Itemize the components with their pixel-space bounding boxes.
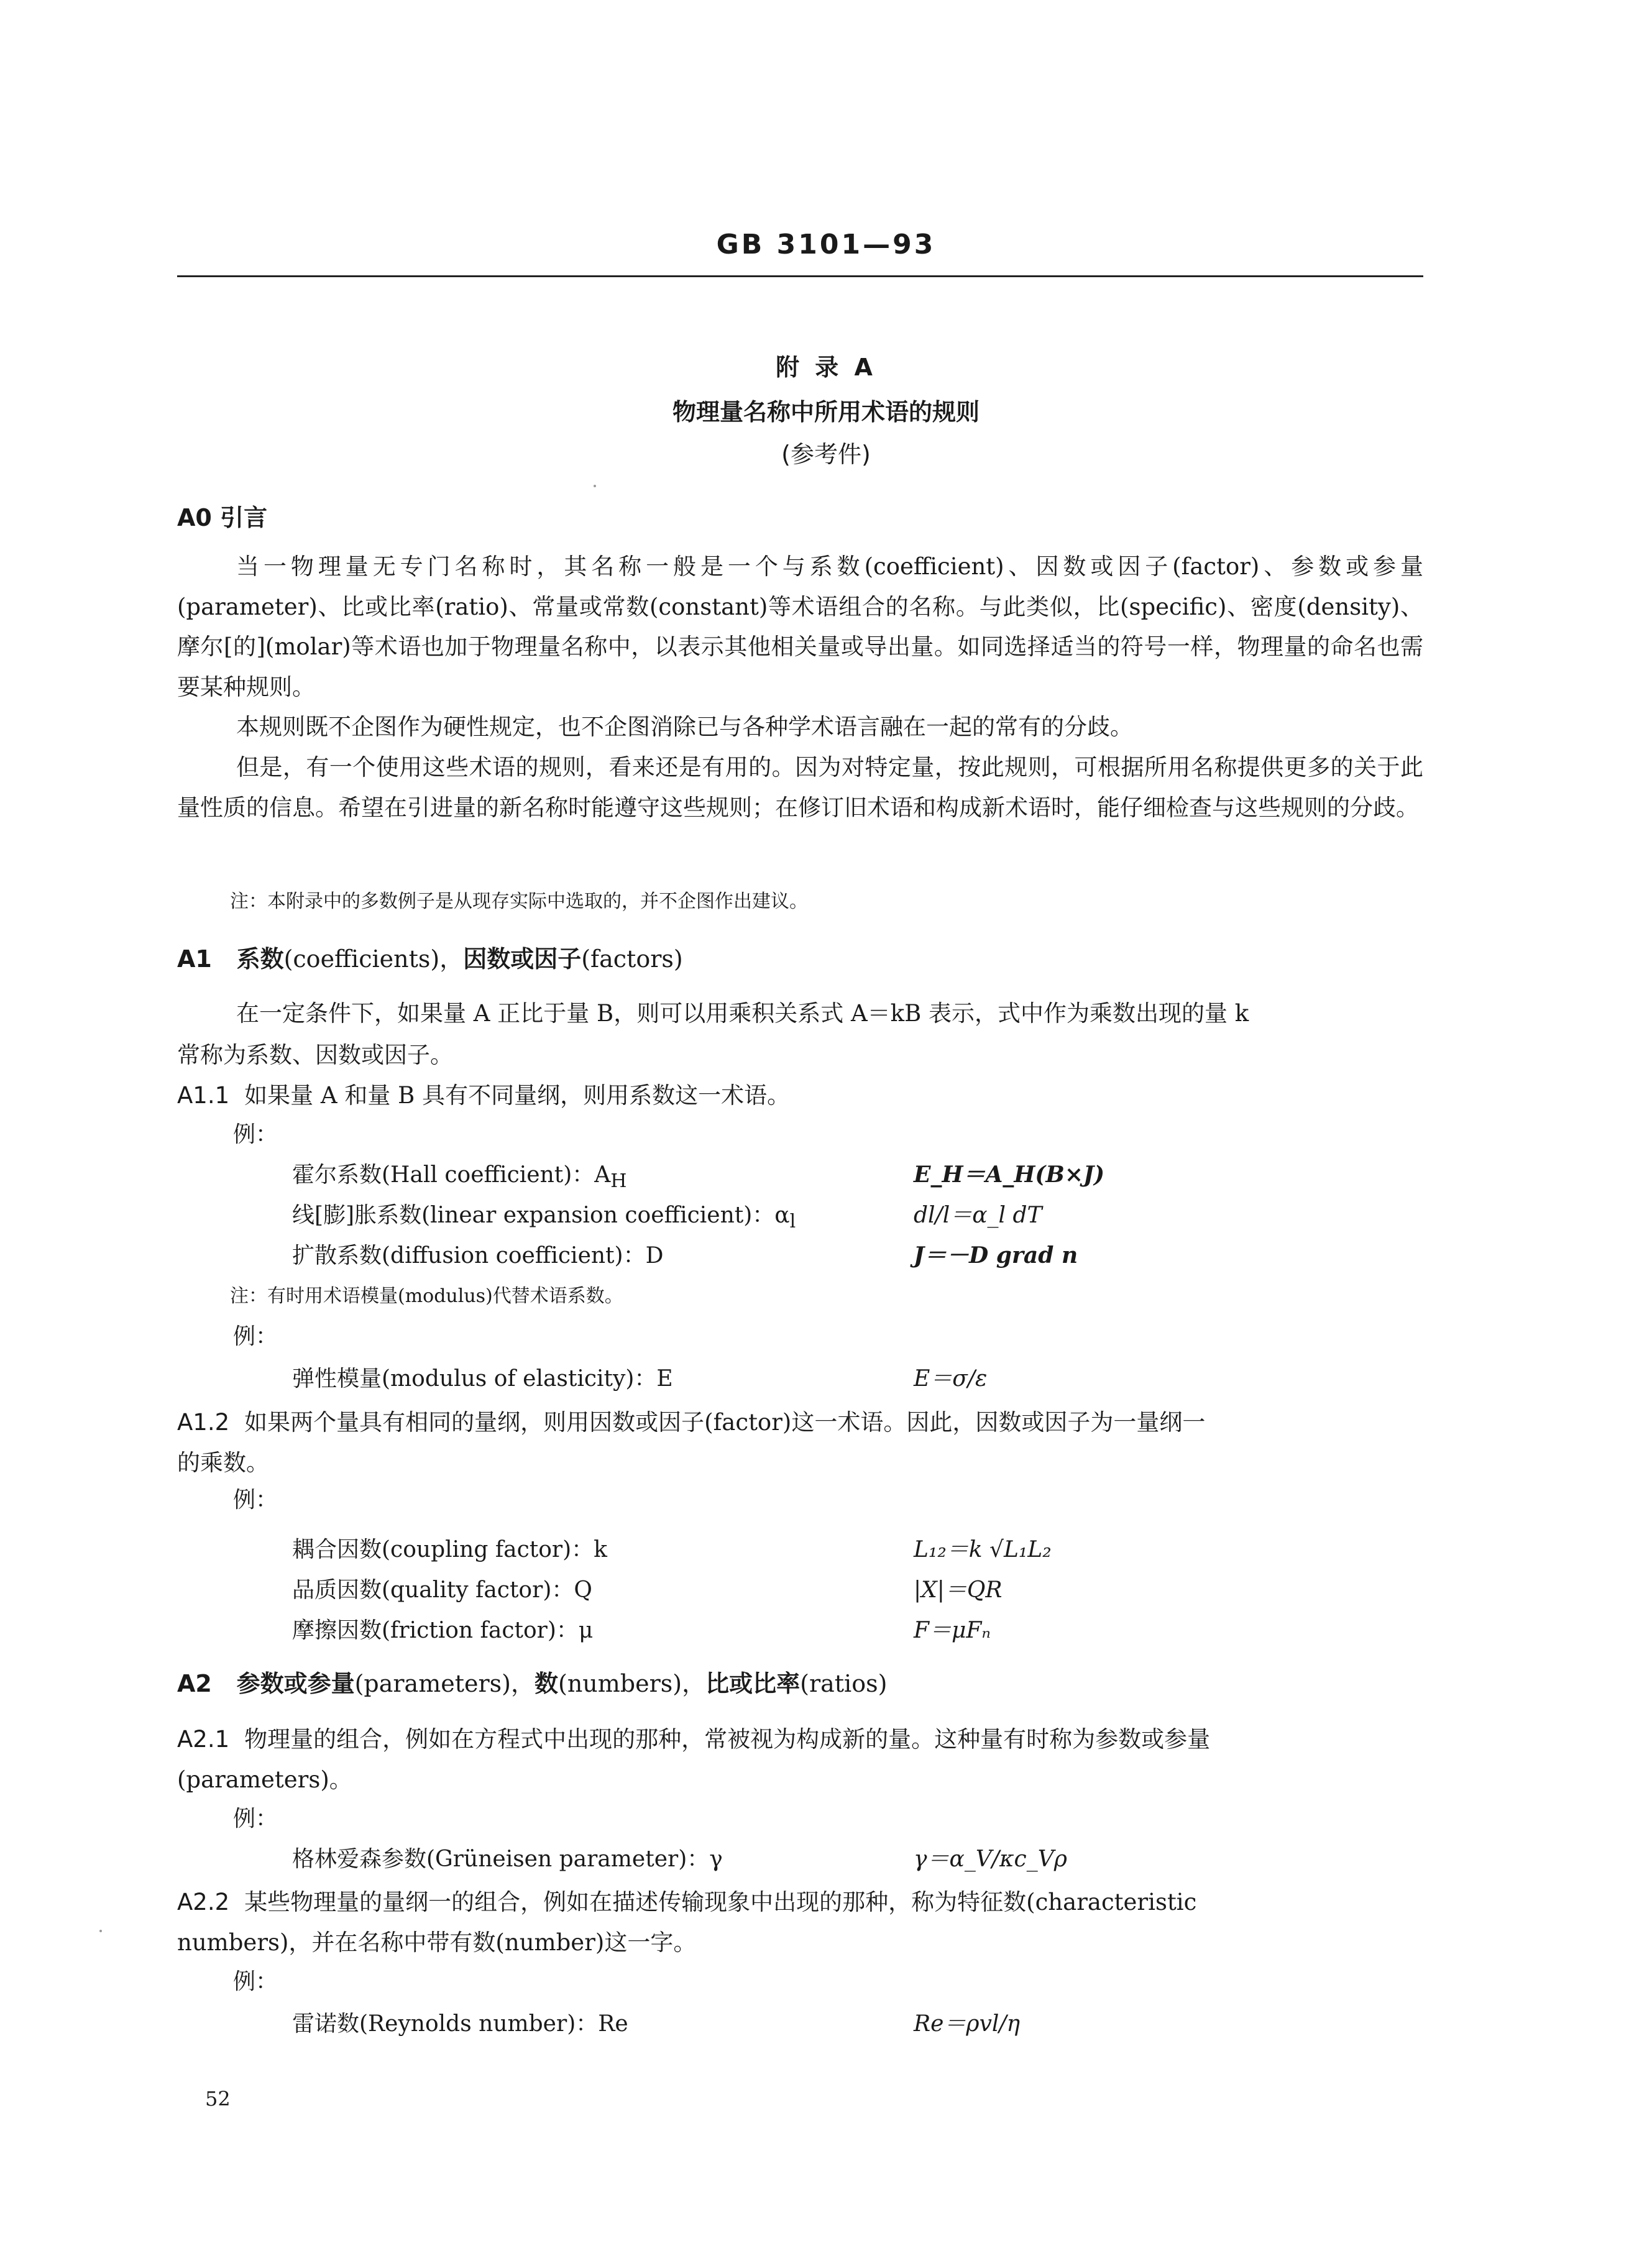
a12-example-1-eq: L₁₂＝k √L₁L₂ [914, 1537, 1052, 1562]
a11-note: 注：有时用术语模量(modulus)代替术语系数。 [230, 1285, 623, 1307]
a12-line1: 如果两个量具有相同的量纲，则用因数或因子(factor)这一术语。因此，因数或因子为一量纲一 [244, 1409, 1206, 1436]
a11-example-2-eq: dl/l＝α_l dT [914, 1203, 1042, 1228]
standard-number: GB 3101—93 [716, 229, 936, 260]
header-rule [177, 275, 1423, 277]
a2-cn1: 参数或参量 [236, 1670, 355, 1697]
a11-example-1-term [292, 1157, 626, 1192]
a11-text: 如果量 A 和量 B 具有不同量纲，则用系数这一术语。 [244, 1082, 791, 1109]
a12-num: A1.2 [177, 1409, 230, 1436]
a22-line1: 某些物理量的量纲一的组合，例如在描述传输现象中出现的那种，称为特征数(characteristic [244, 1889, 1197, 1915]
a12-example-3-term: 摩擦因数(friction factor)：μ [292, 1618, 594, 1643]
a12-example-1-term: 耦合因数(coupling factor)：k [292, 1537, 607, 1562]
scan-speck [594, 485, 596, 487]
a0-note: 注：本附录中的多数例子是从现存实际中选取的，并不企图作出建议。 [230, 891, 808, 912]
a2-num: A2 [177, 1670, 212, 1697]
a11-example-label: 例： [233, 1122, 278, 1147]
term-text: 线[膨]胀系数(linear expansion coefficient)：α [292, 1203, 790, 1228]
term-text: 扩散系数(diffusion coefficient)：D [292, 1243, 664, 1268]
a0-paragraph-3: 但是，有一个使用这些术语的规则，看来还是有用的。因为对特定量，按此规则，可根据所用名称提供更多的关于此量性质的信息。希望在引进量的新名称时能遵守这些规则；在修订旧术语和构成新术语时，能仔细检查与这些规则的分歧。 [177, 754, 1423, 821]
a1-cn1: 系数 [236, 945, 284, 973]
scan-speck [99, 1930, 102, 1932]
a22-example-eq: Re＝ρvl/η [914, 2011, 1021, 2037]
appendix-title: 物理量名称中所用术语的规则 [672, 398, 980, 426]
a11-num: A1.1 [177, 1082, 230, 1109]
a21-clause [177, 1720, 1210, 1754]
term-subscript: H [610, 1170, 627, 1193]
a2-cn2: 数 [534, 1670, 558, 1697]
a2-en2: (numbers)， [558, 1670, 706, 1697]
a11-example-3-term [292, 1238, 663, 1273]
a22-example-label: 例： [233, 1969, 278, 1994]
a11-note-example-term: 弹性模量(modulus of elasticity)：E [292, 1366, 673, 1392]
a2-en1: (parameters)， [354, 1670, 535, 1697]
section-a2-heading [177, 1664, 887, 1699]
term-subscript: l [789, 1211, 796, 1233]
a12-example-3-eq: F＝μFₙ [914, 1618, 991, 1643]
a2-cn3: 比或比率 [705, 1670, 801, 1697]
a12-example-2-eq: |X|＝QR [914, 1577, 1003, 1603]
a11-example-1-eq: E_H＝A_H(B×J) [914, 1162, 1105, 1188]
a22-example-term: 雷诺数(Reynolds number)：Re [292, 2011, 628, 2037]
a12-clause [177, 1403, 1205, 1437]
appendix-note: (参考件) [781, 441, 871, 468]
section-a1-heading [177, 940, 683, 974]
a0-paragraph-2: 本规则既不企图作为硬性规定，也不企图消除已与各种学术语言融在一起的常有的分歧。 [236, 713, 1133, 740]
a22-num: A2.2 [177, 1889, 230, 1915]
term-text: 霍尔系数(Hall coefficient)：A [292, 1162, 611, 1188]
a21-example-eq: γ＝α_V/κc_Vρ [914, 1846, 1067, 1872]
a11-note-example-label: 例： [233, 1324, 278, 1349]
a22-line2: numbers)，并在名称中带有数(number)这一字。 [177, 1929, 697, 1956]
a1-cn2: 因数或因子 [463, 945, 582, 973]
a1-intro-line1: 在一定条件下，如果量 A 正比于量 B，则可以用乘积关系式 A＝kB 表示，式中作为乘数出现的量 k [236, 1000, 1249, 1027]
a11-clause [177, 1076, 790, 1110]
a12-line2: 的乘数。 [177, 1449, 269, 1476]
a12-example-2-term: 品质因数(quality factor)：Q [292, 1577, 592, 1603]
a21-line1: 物理量的组合，例如在方程式中出现的那种，常被视为构成新的量。这种量有时称为参数或参量 [244, 1726, 1211, 1753]
a22-clause [177, 1883, 1196, 1917]
a2-en3: (ratios) [800, 1670, 888, 1697]
a11-note-example-eq: E＝σ/ε [914, 1366, 988, 1392]
a21-example-term: 格林爱森参数(Grüneisen parameter)：γ [292, 1846, 723, 1872]
a1-num: A1 [177, 945, 212, 973]
page-number: 52 [205, 2087, 231, 2111]
a21-num: A2.1 [177, 1726, 230, 1753]
appendix-label: 附 录 A [776, 354, 876, 381]
a11-example-3-eq: J＝－D grad n [914, 1242, 1078, 1268]
a1-en2: (factors) [581, 945, 683, 973]
a1-en1: (coefficients)， [283, 945, 464, 973]
a21-example-label: 例： [233, 1806, 278, 1832]
a12-example-label: 例： [233, 1487, 278, 1513]
section-a0-heading: A0 引言 [177, 504, 268, 531]
a21-line2: (parameters)。 [177, 1766, 352, 1793]
a1-intro-line2: 常称为系数、因数或因子。 [177, 1042, 453, 1068]
a0-paragraph-1: 当一物理量无专门名称时，其名称一般是一个与系数(coefficient)、因数或因子(factor)、参数或参量(parameter)、比或比率(ratio)、常量或常数(constant)等术语组合的名称。与此类似，比(specific)、密度(density)、摩尔[的](molar)等术语也加于物理量名称中，以表示其他相关量或导出量。如同选择适当的符号一样，物理量的命名也需要某种规则。 [177, 553, 1423, 700]
a11-example-2-term [292, 1198, 796, 1232]
